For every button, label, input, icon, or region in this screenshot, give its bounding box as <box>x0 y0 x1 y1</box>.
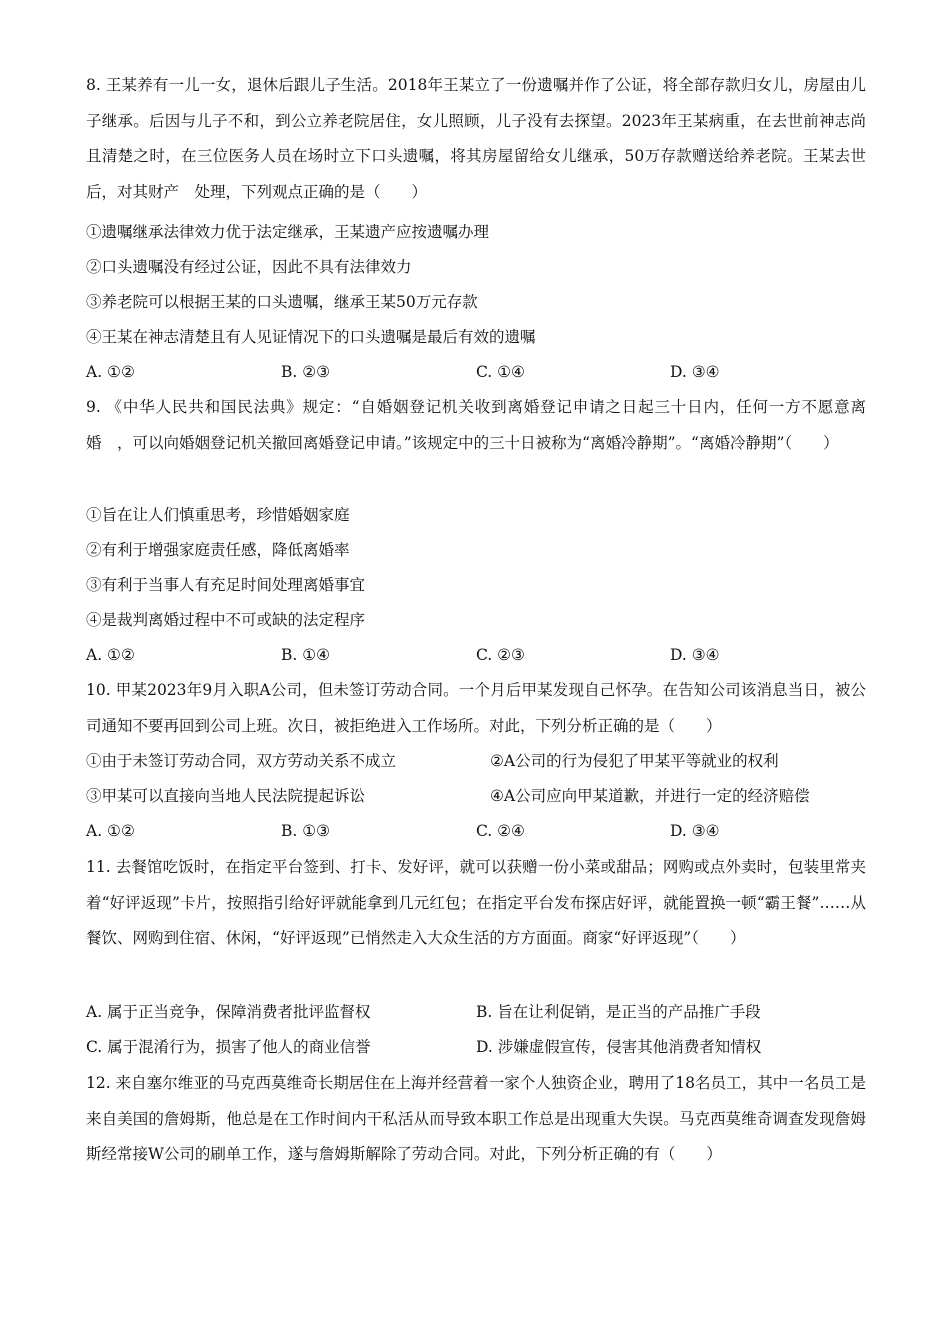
question-10-statement-1: ①由于未签订劳动合同，双方劳动关系不成立 <box>86 752 397 770</box>
question-12-stem: 12. 来自塞尔维亚的马克西莫维奇长期居住在上海并经营着一家个人独资企业，聘用了18名员工，其中一名员工是来自美国的詹姆斯，他总是在工作时间内干私活从而导致本职工作总是出现重大失误。马克西莫维奇调查发现詹姆斯经常接W公司的刷单工作，遂与詹姆斯解除了劳动合同。对此，下列分析正确的有（ ） <box>86 1074 866 1163</box>
question-10-statement-4: ④A公司应向甲某道歉，并进行一定的经济赔偿 <box>490 787 810 805</box>
question-10-statement-2: ②A公司的行为侵犯了甲某平等就业的权利 <box>490 752 779 770</box>
question-11-option-a: A. 属于正当竞争，保障消费者批评监督权 <box>86 1003 371 1021</box>
question-9-statement-1: ①旨在让人们慎重思考，珍惜婚姻家庭 <box>86 506 350 524</box>
question-10-statement-3: ③甲某可以直接向当地人民法院提起诉讼 <box>86 787 366 805</box>
question-11-option-d: D. 涉嫌虚假宣传，侵害其他消费者知情权 <box>476 1038 762 1056</box>
question-9-option-a: A. ①② <box>86 646 135 664</box>
question-8-statement-3: ③养老院可以根据王某的口头遗嘱，继承王某50万元存款 <box>86 293 478 311</box>
question-8-statement-1: ①遗嘱继承法律效力优于法定继承，王某遗产应按遗嘱办理 <box>86 223 490 241</box>
question-9-statement-3: ③有利于当事人有充足时间处理离婚事宜 <box>86 576 366 594</box>
question-10-option-d: D. ③④ <box>670 822 720 840</box>
question-10-option-c: C. ②④ <box>476 822 525 840</box>
question-11-option-b: B. 旨在让利促销，是正当的产品推广手段 <box>476 1003 761 1021</box>
question-8-statement-4: ④王某在神志清楚且有人见证情况下的口头遗嘱是最后有效的遗嘱 <box>86 328 536 346</box>
question-8-stem: 8. 王某养有一儿一女，退休后跟儿子生活。2018年王某立了一份遗嘱并作了公证，将全部存款归女儿，房屋由儿子继承。后因与儿子不和，到公立养老院居住，女儿照顾，儿子没有去探望。2023年王某病重，在去世前神志尚且清楚之时，在三位医务人员在场时立下口头遗嘱，将其房屋留给女儿继承，50万存款赠送给养老院。王某去世后，对其财产 处理，下列观点正确的是（ ） <box>86 76 866 201</box>
question-9-option-d: D. ③④ <box>670 646 720 664</box>
question-8-option-a: A. ①② <box>86 363 135 381</box>
question-9-option-b: B. ①④ <box>281 646 331 664</box>
question-9-statement-2: ②有利于增强家庭责任感，降低离婚率 <box>86 541 350 559</box>
question-8-option-c: C. ①④ <box>476 363 525 381</box>
question-8-statement-2: ②口头遗嘱没有经过公证，因此不具有法律效力 <box>86 258 412 276</box>
question-11-stem: 11. 去餐馆吃饭时，在指定平台签到、打卡、发好评，就可以获赠一份小菜或甜品；网购或点外卖时，包装里常夹着“好评返现”卡片，按照指引给好评就能拿到几元红包；在指定平台发布探店好评，就能置换一顿“霸王餐”……从餐饮、网购到住宿、休闲，“好评返现”已悄然走入大众生活的方方面面。商家“好评返现”（ ） <box>86 858 866 947</box>
question-8-option-b: B. ②③ <box>281 363 331 381</box>
question-9-stem: 9. 《中华人民共和国民法典》规定：“自婚姻登记机关收到离婚登记申请之日起三十日内，任何一方不愿意离婚 ，可以向婚姻登记机关撤回离婚登记申请。”该规定中的三十日被称为“离婚冷静期”。“离婚冷静期”（ ） <box>86 398 866 452</box>
question-10-option-a: A. ①② <box>86 822 135 840</box>
question-8-option-d: D. ③④ <box>670 363 720 381</box>
question-10-stem: 10. 甲某2023年9月入职A公司，但未签订劳动合同。一个月后甲某发现自己怀孕。在告知公司该消息当日，被公司通知不要再回到公司上班。次日，被拒绝进入工作场所。对此，下列分析正确的是（ ） <box>86 681 866 735</box>
question-10-option-b: B. ①③ <box>281 822 331 840</box>
question-11-option-c: C. 属于混淆行为，损害了他人的商业信誉 <box>86 1038 371 1056</box>
question-9-statement-4: ④是裁判离婚过程中不可或缺的法定程序 <box>86 611 366 629</box>
question-9-option-c: C. ②③ <box>476 646 525 664</box>
